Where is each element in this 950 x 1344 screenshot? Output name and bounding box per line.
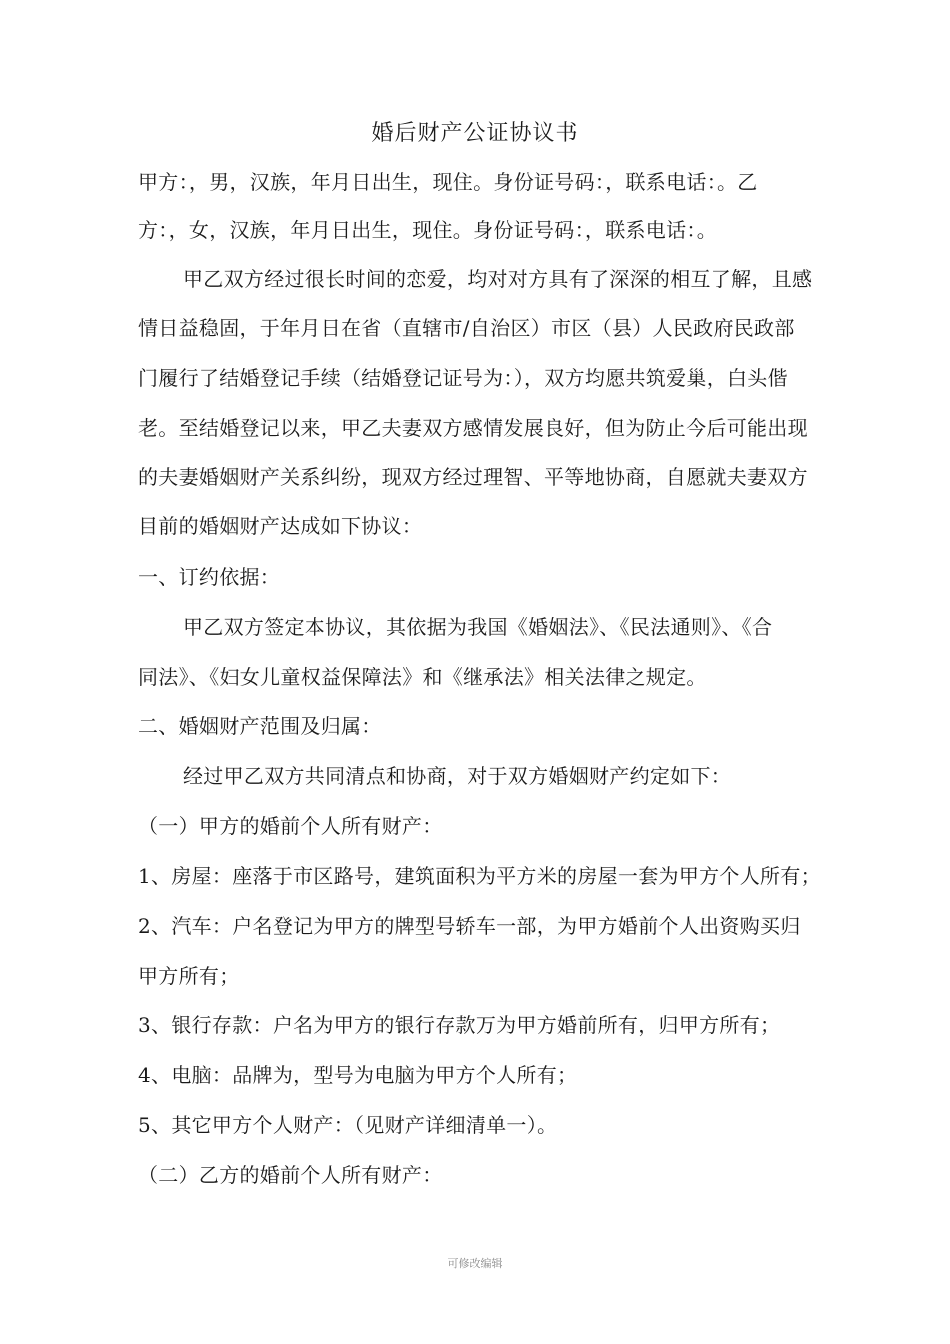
- subsection-heading: （一）甲方的婚前个人所有财产：: [138, 814, 443, 838]
- list-item: 2、汽车：户名登记为甲方的牌型号轿车一部，为甲方婚前个人出资购买归: [138, 914, 801, 938]
- section-heading: 一、订约依据：: [138, 565, 281, 589]
- section-heading: 二、婚姻财产范围及归属：: [138, 714, 382, 738]
- page-footer: 可修改编辑: [447, 1257, 503, 1270]
- list-item-continuation: 甲方所有；: [138, 964, 240, 988]
- paragraph-line: 同法》、《妇女儿童权益保障法》和《继承法》相关法律之规定。: [138, 665, 707, 689]
- paragraph-line: 情日益稳固，于年月日在省（直辖市/自治区）市区（县）人民政府民政部: [138, 316, 795, 340]
- paragraph-line: 方：，女，汉族，年月日出生，现住。身份证号码：，联系电话：。: [138, 218, 717, 242]
- paragraph-line: 老。至结婚登记以来，甲乙夫妻双方感情发展良好，但为防止今后可能出现: [138, 416, 808, 440]
- document-title: 婚后财产公证协议书: [371, 121, 579, 146]
- paragraph-line: 门履行了结婚登记手续（结婚登记证号为：），双方均愿共筑爱巢，白头偕: [138, 366, 788, 390]
- paragraph-line: 目前的婚姻财产达成如下协议：: [138, 514, 423, 538]
- list-item: 4、电脑：品牌为，型号为电脑为甲方个人所有；: [138, 1063, 578, 1087]
- list-item: 3、银行存款：户名为甲方的银行存款万为甲方婚前所有，归甲方所有；: [138, 1013, 781, 1037]
- paragraph-line: 甲方：，男，汉族，年月日出生，现住。身份证号码：，联系电话：。乙: [138, 170, 758, 194]
- subsection-heading: （二）乙方的婚前个人所有财产：: [138, 1163, 443, 1187]
- paragraph-line: 甲乙双方经过很长时间的恋爱，均对对方具有了深深的相互了解，且感: [183, 267, 813, 291]
- list-item: 5、其它甲方个人财产：（见财产详细清单一）。: [138, 1113, 558, 1137]
- paragraph-line: 的夫妻婚姻财产关系纠纷，现双方经过理智、平等地协商，自愿就夫妻双方: [138, 465, 808, 489]
- paragraph-line: 经过甲乙双方共同清点和协商，对于双方婚姻财产约定如下：: [183, 764, 732, 788]
- paragraph-line: 甲乙双方签定本协议，其依据为我国《婚姻法》、《民法通则》、《合: [183, 615, 773, 639]
- list-item: 1、房屋：座落于市区路号，建筑面积为平方米的房屋一套为甲方个人所有；: [138, 864, 821, 888]
